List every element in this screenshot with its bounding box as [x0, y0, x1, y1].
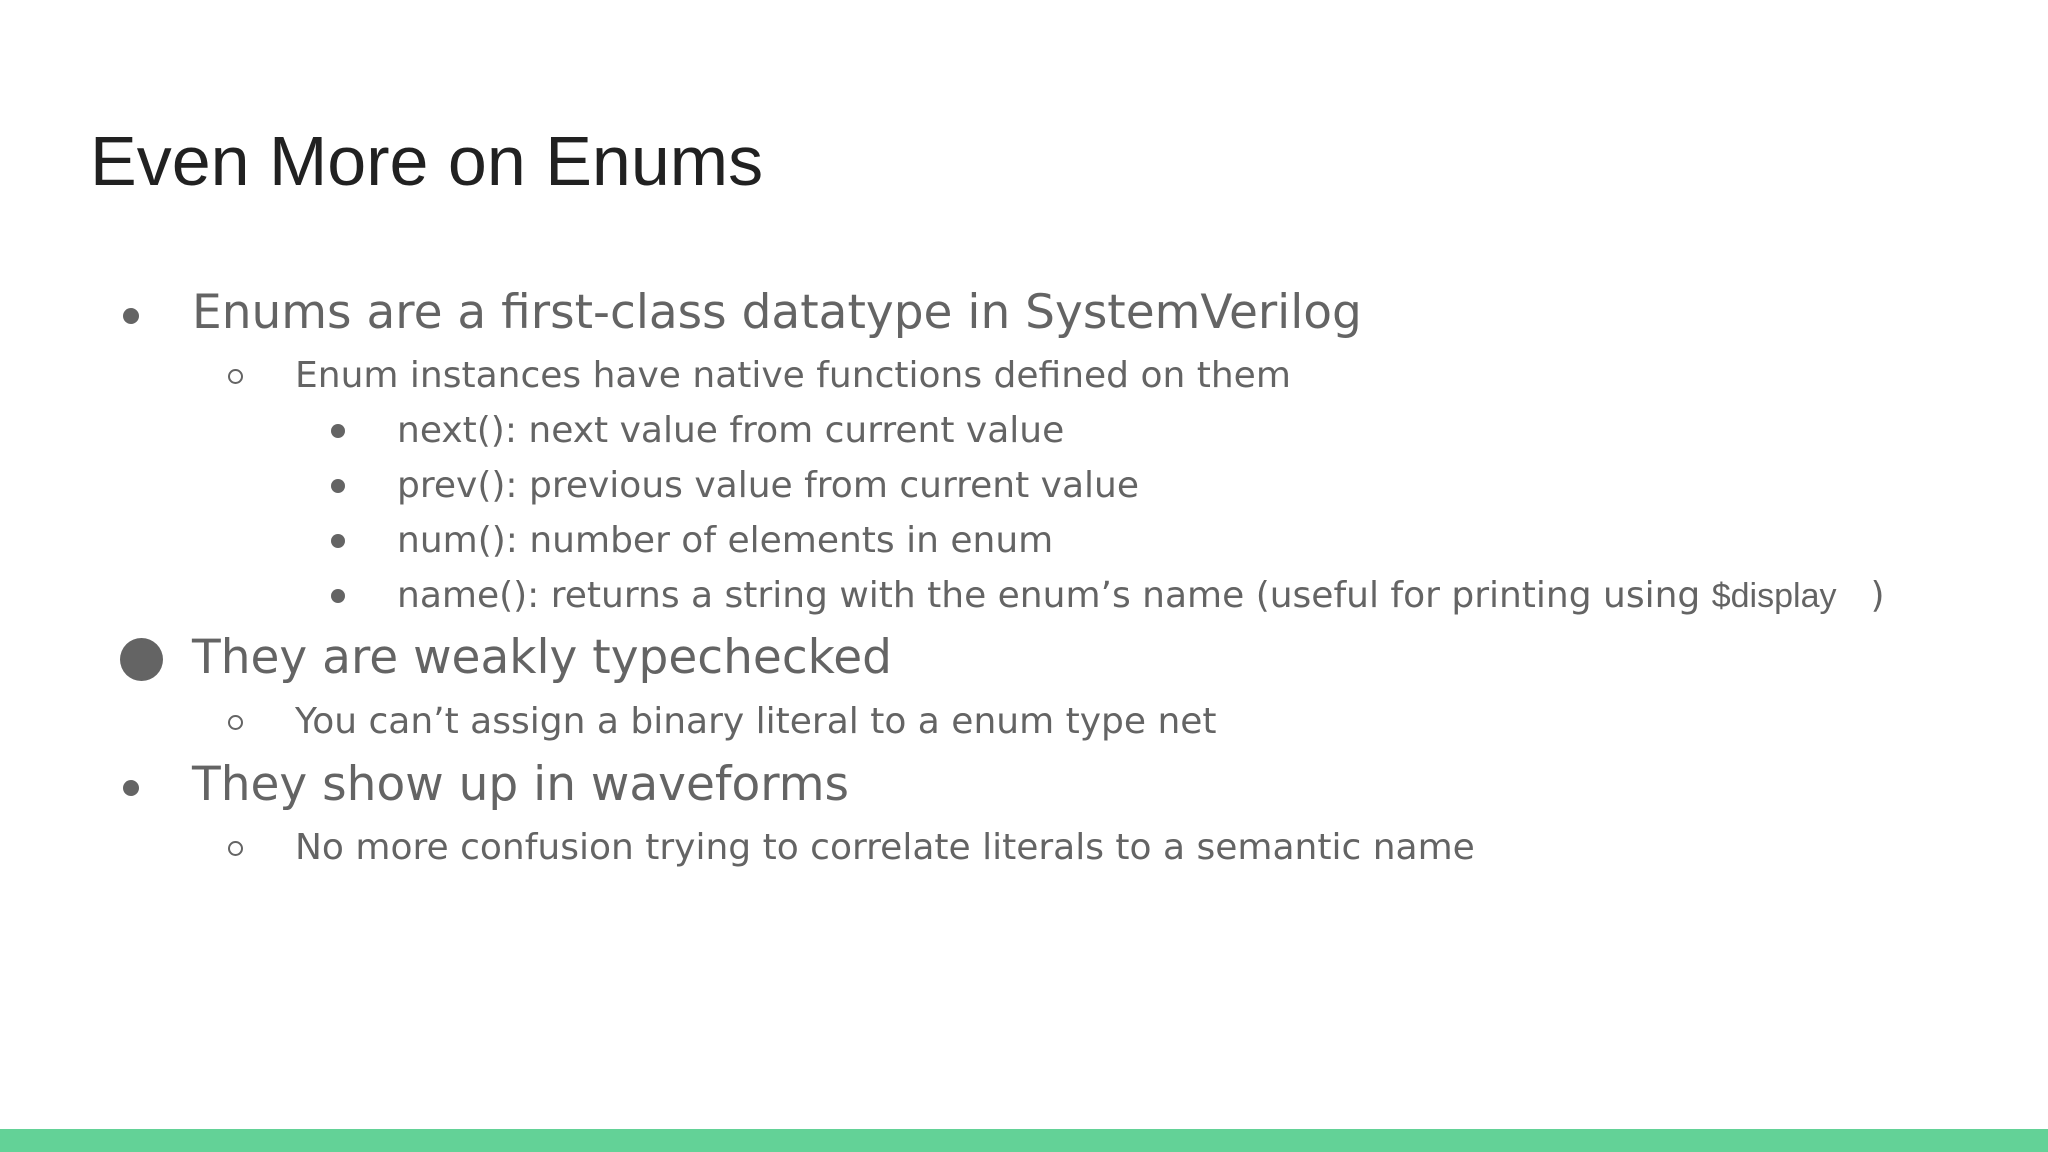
- bullet-item: They show up in waveforms: [192, 757, 849, 812]
- sub-bullet-item: You can’t assign a binary literal to a enum type net: [295, 701, 1217, 742]
- bullet-item: They are weakly typechecked: [192, 630, 892, 685]
- bullet-dot-icon: [123, 308, 139, 324]
- bullet-dot-icon: [331, 424, 345, 438]
- bullet-dot-icon: [331, 589, 345, 603]
- bullet-dot-icon: [331, 479, 345, 493]
- bullet-ring-icon: [228, 715, 243, 730]
- code-token: $display: [1711, 577, 1837, 615]
- bullet-dot-icon: [123, 780, 139, 796]
- sub-sub-bullet-item: prev(): previous value from current value: [397, 465, 1139, 506]
- bullet-text: name(): returns a string with the enum’s name (useful for printing using: [397, 575, 1712, 616]
- bullet-ring-icon: [228, 369, 243, 384]
- sub-bullet-item: Enum instances have native functions defined on them: [295, 355, 1291, 396]
- bullet-dot-icon: [120, 638, 163, 681]
- bullet-item: Enums are a first-class datatype in SystemVerilog: [192, 285, 1362, 340]
- sub-sub-bullet-item: [397, 575, 1885, 616]
- bullet-ring-icon: [228, 841, 243, 856]
- bullet-dot-icon: [331, 534, 345, 548]
- footer-accent-bar: [0, 1129, 2048, 1152]
- sub-bullet-item: No more confusion trying to correlate literals to a semantic name: [295, 827, 1475, 868]
- slide-title: Even More on Enums: [90, 122, 764, 200]
- sub-sub-bullet-item: num(): number of elements in enum: [397, 520, 1054, 561]
- sub-sub-bullet-item: next(): next value from current value: [397, 410, 1065, 451]
- bullet-text-end: ): [1870, 575, 1885, 616]
